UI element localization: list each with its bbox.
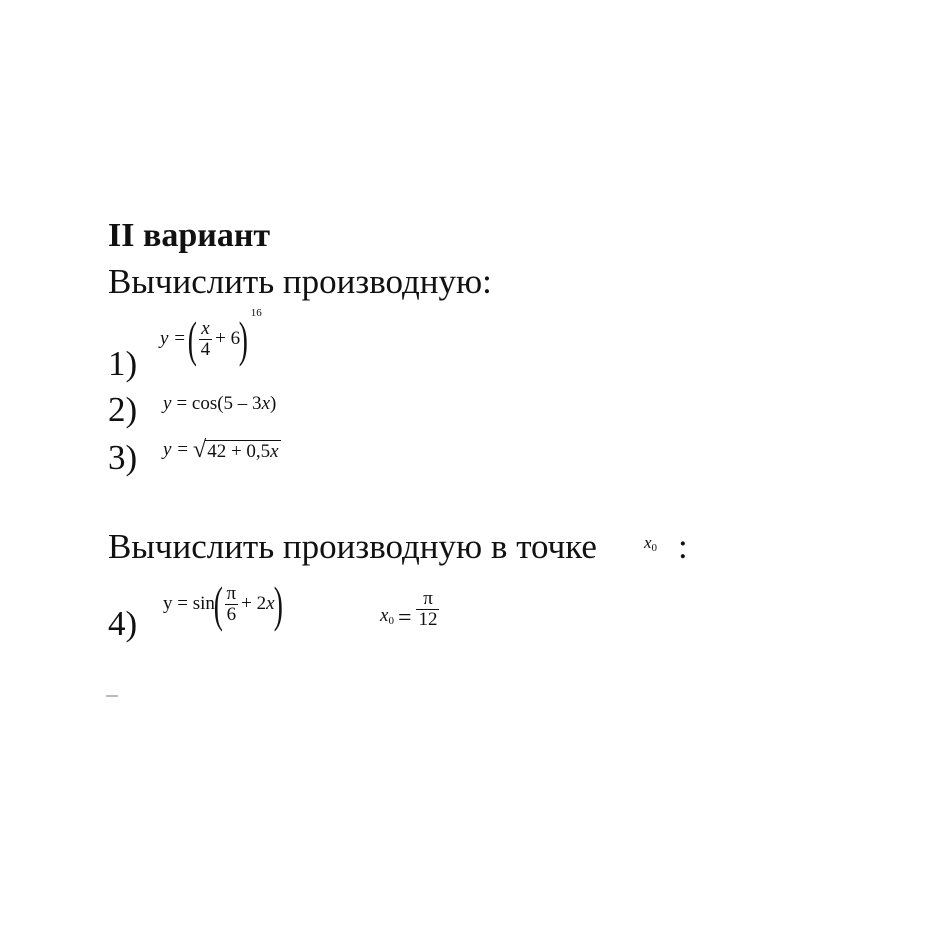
item-2-formula <box>163 393 276 415</box>
item-4-right-paren: ) <box>273 576 283 632</box>
item-4-number: 4) <box>108 604 138 643</box>
item-4-point-sub: 0 <box>388 614 394 627</box>
item-4-lhs: y = sin <box>163 593 215 614</box>
sqrt-icon: √ <box>193 437 207 463</box>
item-4-tail: + 2 <box>241 593 267 614</box>
item-1-lhs: y = <box>160 328 187 349</box>
item-2-close: ) <box>270 393 277 414</box>
instruction-point-sub: 0 <box>651 542 658 554</box>
instruction-point-var <box>644 533 657 554</box>
item-4-fraction <box>225 584 239 625</box>
item-4-tail-var: x <box>266 593 275 614</box>
item-1-fraction <box>199 319 213 360</box>
instruction-point-x: x <box>644 533 652 552</box>
item-3-sqrt <box>193 438 281 462</box>
instruction-derivative-at-point: Вычислить производную в точке <box>108 527 597 566</box>
item-1-exponent: 16 <box>250 307 262 319</box>
item-4-point-denominator: 12 <box>418 608 438 630</box>
faint-dash-mark <box>106 695 118 697</box>
item-4-point-x <box>380 605 394 632</box>
item-3-formula <box>163 438 281 462</box>
item-4-point-eq: = <box>397 605 412 631</box>
item-4-formula <box>163 575 281 633</box>
variant-heading: II вариант <box>108 217 271 254</box>
item-1-frac-numerator: x <box>201 317 210 339</box>
item-3-radicand <box>205 440 280 462</box>
item-1-frac-denominator: 4 <box>200 338 211 360</box>
item-2-x: x <box>261 393 270 414</box>
item-2-expression: = cos(5 – 3 <box>176 393 262 414</box>
item-1-right-paren: ) <box>238 311 249 367</box>
item-4-point-fraction <box>416 589 439 630</box>
item-1-number: 1) <box>108 344 138 383</box>
item-1-tail: + 6 <box>215 328 241 349</box>
item-4-frac-numerator: π <box>226 582 237 604</box>
item-2-number: 2) <box>108 390 138 429</box>
item-4-point-numerator: π <box>423 587 433 609</box>
instruction-derivative: Вычислить производную: <box>108 262 492 301</box>
instruction-colon: : <box>678 527 688 566</box>
item-3-radicand-var: x <box>270 441 279 462</box>
item-4-frac-denominator: 6 <box>226 603 237 625</box>
item-4-left-paren: ( <box>213 576 223 632</box>
item-3-number: 3) <box>108 438 138 477</box>
item-4-point <box>380 580 442 638</box>
item-1-formula <box>160 307 262 368</box>
item-1-left-paren: ( <box>187 311 197 367</box>
item-2-y: y <box>163 393 172 414</box>
item-3-radicand-text: 42 + 0,5 <box>207 441 271 462</box>
item-3-lhs: y = <box>163 439 190 460</box>
item-4-point-x-text: x <box>380 604 389 626</box>
